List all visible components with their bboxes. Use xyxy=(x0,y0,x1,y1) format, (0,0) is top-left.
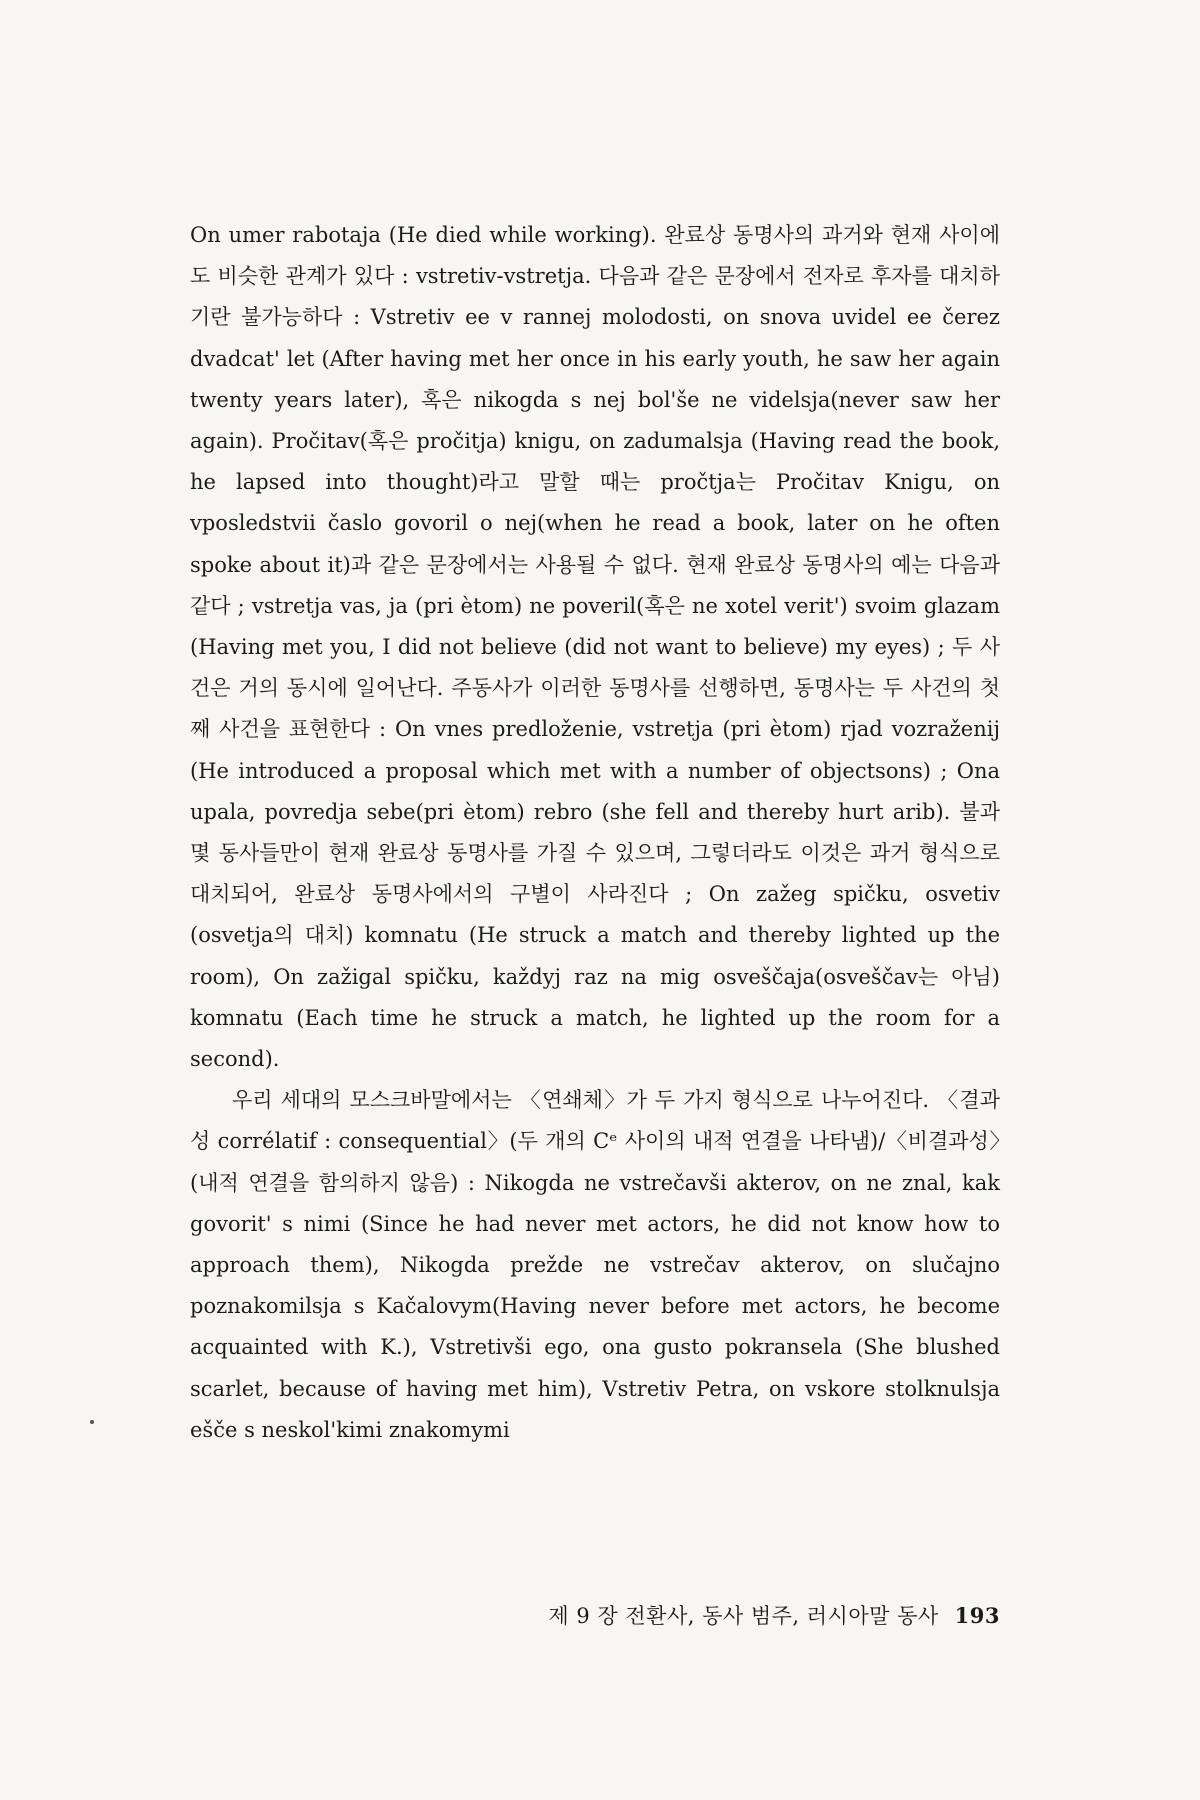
page-footer xyxy=(190,1600,1000,1630)
running-title: 제 9 장 전환사, 동사 범주, 러시아말 동사 xyxy=(548,1604,939,1628)
page-number: 193 xyxy=(954,1603,1000,1628)
stray-dot-mark xyxy=(90,1420,94,1424)
paragraph-2: 우리 세대의 모스크바말에서는 〈연쇄체〉가 두 가지 형식으로 나누어진다. 〈결과성 corrélatif : consequential〉(두 개의 Cᵉ 사이의 내적 연결을 나타냄)/〈비결과성〉(내적 연결을 함의하지 않음) : Nikogda ne vstrečavši akterov, on ne znal, kak govorit' s nimi (Since he had never met actors, he did not know how to approach them), Nikogda prežde ne vstrečav akterov, on slučajno poznakomilsja s Kačalovym(Having never before met actors, he become acquainted with K.), Vstretivši ego, ona gusto pokransela (She blushed scarlet, because of having met him), Vstretiv Petra, on vskore stolknulsja ešče s neskol'kimi znakomymi xyxy=(190,1088,1000,1442)
body-text xyxy=(190,215,1000,1451)
paragraph-1: On umer rabotaja (He died while working). 완료상 동명사의 과거와 현재 사이에도 비슷한 관계가 있다 : vstretiv-vstretja. 다음과 같은 문장에서 전자로 후자를 대치하기란 불가능하다 : Vstretiv ee v rannej molodosti, on snova uvidel ee čerez dvadcat' let (After having met her once in his early youth, he saw her again twenty years later), 혹은 nikogda s nej bol'še ne videlsja(never saw her again). Pročitav(혹은 pročitja) knigu, on zadumalsja (Having read the book, he lapsed into thought)라고 말할 때는 pročtja는 Pročitav Knigu, on vposledstvii časlo govoril o nej(when he read a book, later on he often spoke about it)과 같은 문장에서는 사용될 수 없다. 현재 완료상 동명사의 예는 다음과 같다 ; vstretja vas, ja (pri ètom) ne poveril(혹은 ne xotel verit') svoim glazam (Having met you, I did not believe (did not want to believe) my eyes) ; 두 사건은 거의 동시에 일어난다. 주동사가 이러한 동명사를 선행하면, 동명사는 두 사건의 첫째 사건을 표현한다 : On vnes predloženie, vstretja (pri ètom) rjad vozraženij (He introduced a proposal which met with a number of objectsons) ; Ona upala, povredja sebe(pri ètom) rebro (she fell and thereby hurt arib). 불과 몇 동사들만이 현재 완료상 동명사를 가질 수 있으며, 그렇더라도 이것은 과거 형식으로 대치되어, 완료상 동명사에서의 구별이 사라진다 ; On zažeg spičku, osvetiv (osvetja의 대치) komnatu (He struck a match and thereby lighted up the room), On zažigal spičku, každyj raz na mig osveščaja(osveščav는 아님) komnatu (Each time he struck a match, he lighted up the room for a second). xyxy=(190,223,1000,1072)
